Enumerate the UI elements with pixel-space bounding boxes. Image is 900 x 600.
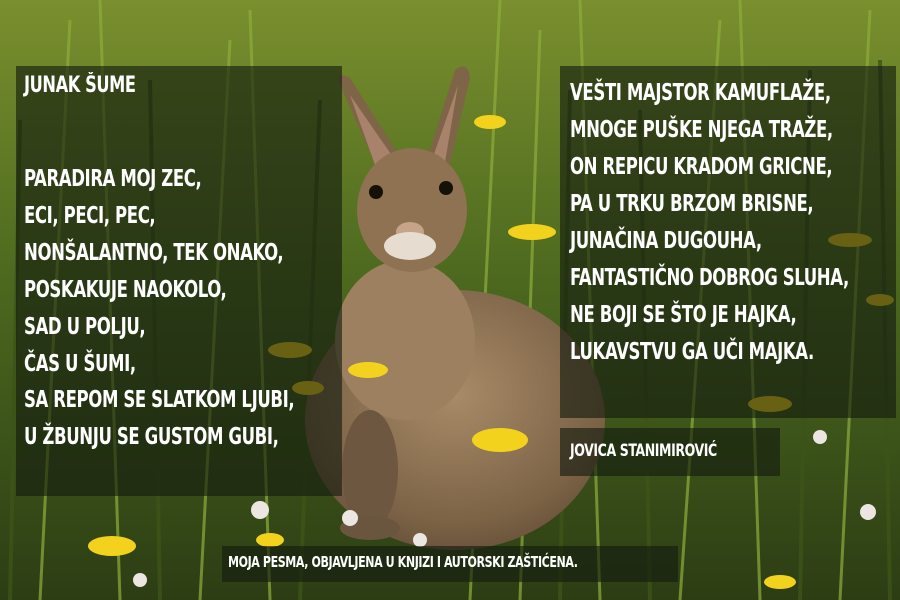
rabbit-eye-right: [439, 181, 453, 195]
poem-line: SA REPOM SE SLATKOM LJUBI,: [24, 387, 295, 414]
copyright-note: MOJA PESMA, OBJAVLJENA U KNJIZI I AUTORSKI ZAŠTIĆENA.: [228, 553, 578, 571]
rabbit-chest: [335, 260, 475, 420]
rabbit-eye-left: [369, 185, 383, 199]
poem-line: PA U TRKU BRZOM BRISNE,: [570, 191, 814, 217]
poem-line: JUNAČINA DUGOUHA,: [570, 228, 762, 254]
poem-line: U ŽBUNJU SE GUSTOM GUBI,: [24, 424, 279, 451]
poem-line: ČAS U ŠUMI,: [24, 350, 136, 377]
poem-line: LUKAVSTVU GA UČI MAJKA.: [570, 339, 814, 365]
poem-line: SAD U POLJU,: [24, 313, 146, 340]
poem-line: POSKAKUJE NAOKOLO,: [24, 276, 227, 303]
poem-line: FANTASTIČNO DOBROG SLUHA,: [570, 265, 849, 291]
rabbit-muzzle: [384, 232, 436, 260]
author-name: JOVICA STANIMIROVIĆ: [570, 441, 717, 461]
poem-left-stanza: [24, 161, 294, 456]
poem-line: ON REPICU KRADOM GRICNE,: [570, 154, 833, 180]
poem-line: PARADIRA MOJ ZEC,: [24, 166, 202, 192]
poem-right-stanza: [570, 75, 849, 371]
poem-line: NONŠALANTNO, TEK ONAKO,: [24, 239, 284, 266]
poem-line: VEŠTI MAJSTOR KAMUFLAŽE,: [570, 80, 831, 106]
poem-line: NE BOJI SE ŠTO JE HAJKA,: [570, 302, 797, 328]
poem-line: MNOGE PUŠKE NJEGA TRAŽE,: [570, 117, 833, 143]
poem-line: ECI, PECI, PEC,: [24, 202, 156, 229]
poem-title: JUNAK ŠUME: [24, 73, 136, 98]
